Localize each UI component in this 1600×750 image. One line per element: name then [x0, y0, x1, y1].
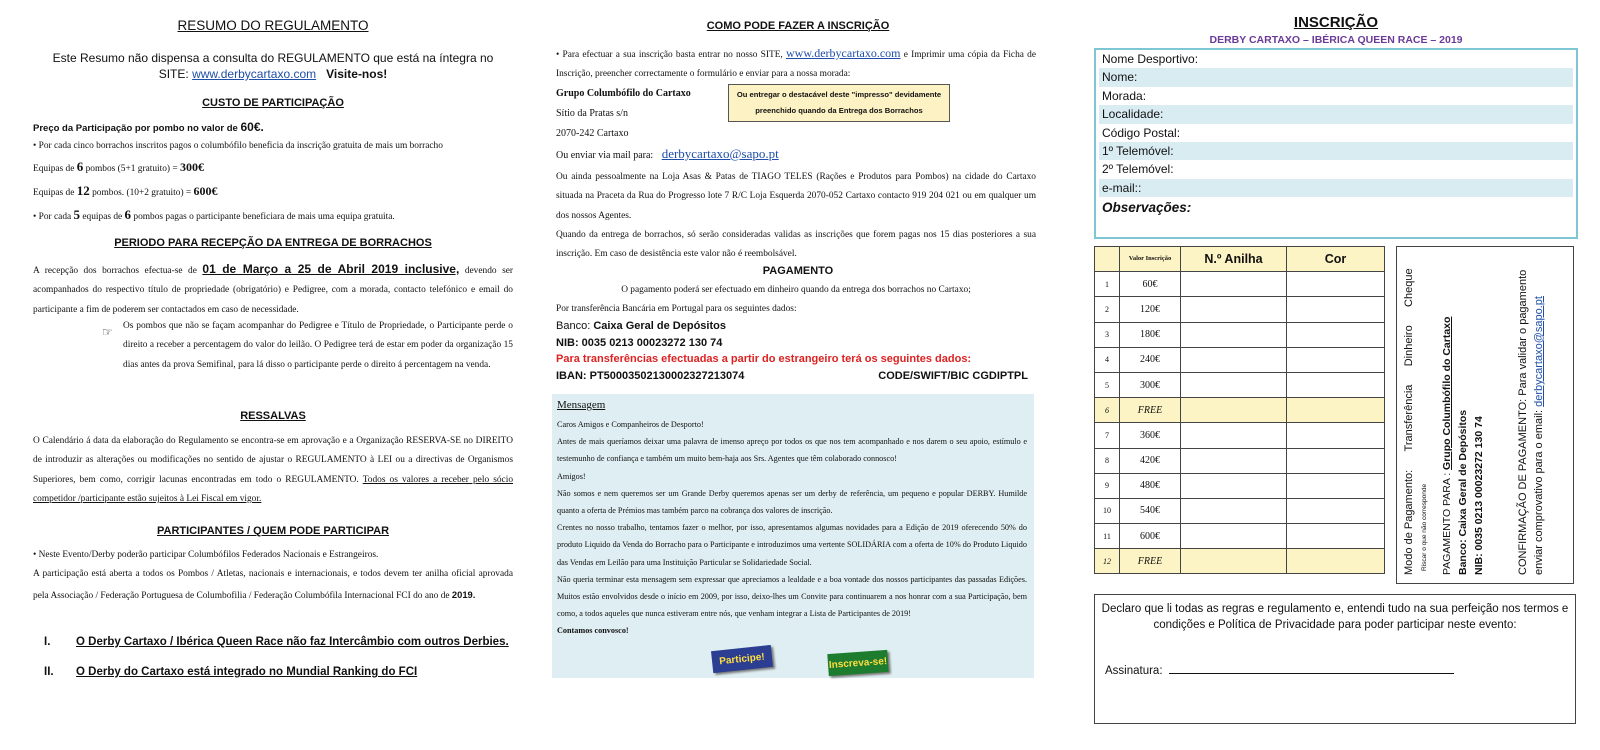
table-row: [1095, 322, 1385, 347]
pay-bank-line: Banco: Caixa Geral de Depósitos: [1457, 409, 1469, 575]
row-ring-cell[interactable]: [1181, 322, 1287, 347]
pigeon-table: [1094, 246, 1385, 574]
row-color-cell[interactable]: [1287, 423, 1385, 448]
participants-text: [33, 546, 513, 606]
message-panel: [552, 394, 1034, 678]
address-street: Sítio da Pratas s/n: [556, 108, 628, 119]
disclaimers-text: [33, 432, 513, 509]
period-post: devendo ser acompanhados do respectivo título de propriedade (obrigatório) e Pedigree, com a morada, contacto telefónico e email do participante a fim de poderem ser contactados em caso de necessidade.: [33, 266, 514, 315]
pay-nib-line: NIB: 0035 0213 00023272 130 74: [1473, 416, 1485, 575]
team12-value: 600€: [193, 184, 218, 198]
row-value: 60€: [1120, 272, 1181, 297]
price-value: 60€.: [240, 120, 264, 134]
iban: IBAN: PT50003502130002327213074: [556, 369, 745, 382]
delivery-period-heading: PERIODO PARA RECEPÇÃO DA ENTREGA DE BORRACHOS: [114, 237, 432, 249]
bank-label: Banco:: [556, 320, 591, 332]
row-value: FREE: [1120, 549, 1181, 574]
team-12-line: [33, 180, 513, 204]
row-number: 12: [1095, 549, 1120, 574]
message-paragraph: Não queria terminar esta mensagem sem expressar que apreciamos a lealdade e a boa vontade dos nossos participantes das passadas Edições. Muitos estão envolvidos desde o início em 2009, por isso, deixo-lhes um Convite para continuarem a nos honrar com a sua Participação, bem como, a todos aqueles que nunca estiveram entre nós, que venham integrar a Lista de Participantes de 2019!: [557, 574, 1027, 619]
row-color-cell[interactable]: [1287, 398, 1385, 423]
row-value: 180€: [1120, 322, 1181, 347]
summary-title: RESUMO DO REGULAMENTO: [177, 18, 369, 33]
header-color: Cor: [1287, 247, 1385, 272]
row-color-cell[interactable]: [1287, 524, 1385, 549]
rule-text: O Derby Cartaxo / Ibérica Queen Race não faz Intercâmbio com outros Derbies.: [76, 636, 509, 648]
table-row: [1095, 372, 1385, 397]
foreign-transfer-note: Para transferências efectuadas a partir do estrangeiro terá os seguintes dados:: [556, 353, 972, 365]
address-name: Grupo Columbófilo do Cartaxo: [556, 88, 691, 99]
cost-heading: CUSTO DE PARTICIPAÇÃO: [202, 97, 344, 109]
table-header: [1095, 247, 1385, 272]
table-row: [1095, 498, 1385, 523]
row-ring-cell[interactable]: [1181, 297, 1287, 322]
rule-text: O Derby do Cartaxo está integrado no Mundial Ranking do FCI: [76, 666, 418, 678]
delivery-note-text: Ou entregar o destacável deste "impresso" devidamente preenchido quando da Entrega dos Borrachos: [736, 90, 942, 115]
row-ring-cell[interactable]: [1181, 498, 1287, 523]
bullet2-post: pombos pagas o participante beneficiara de mais uma equipa gratuita.: [133, 212, 395, 222]
row-ring-cell[interactable]: [1181, 347, 1287, 372]
row-number: 11: [1095, 524, 1120, 549]
row-color-cell[interactable]: [1287, 372, 1385, 397]
pointing-hand-icon: ☞: [102, 325, 113, 339]
declaration-box: [1094, 594, 1576, 724]
participants-year: 2019.: [451, 588, 476, 600]
row-value: 120€: [1120, 297, 1181, 322]
row-value: 480€: [1120, 473, 1181, 498]
row-number: 10: [1095, 498, 1120, 523]
row-value: 420€: [1120, 448, 1181, 473]
message-body: [557, 416, 1027, 640]
row-number: 6: [1095, 398, 1120, 423]
bank-details: [556, 318, 1036, 384]
table-row: [1095, 398, 1385, 423]
pedigree-note: Os pombos que não se façam acompanhar do Pedigree e Título de Propriedade, o Participante perde o direito a receber a percentagem do valor do leilão. O Pedigree terá de estar em poder da organização 15 dias antes da prova Semifinal, para lá disso o participante perde o direito á percentagem na venda.: [123, 321, 513, 370]
register-instructions: [556, 44, 1036, 85]
price-label: Preço da Participação por pombo no valor de: [33, 123, 238, 134]
rule-item-1: [44, 636, 509, 648]
bullet2-mid: equipas de: [82, 212, 123, 222]
payment-box: [1396, 246, 1574, 584]
row-value: 360€: [1120, 423, 1181, 448]
payment-text: [556, 281, 1036, 320]
store-text: Ou ainda pessoalmente na Loja Asas & Patas de TIAGO TELES (Rações e Produtos para Pombos) na cidade do Cartaxo situada na Praceta da Rua do Progresso lote 7 R/C Loja Esquerda 2070-052 Cartaxo contacto 919 204 021 ou em qualquer um dos nossos Agentes.: [556, 172, 1036, 221]
team12-pre: Equipas de: [33, 188, 75, 198]
row-ring-cell[interactable]: [1181, 398, 1287, 423]
participants-heading: PARTICIPANTES / QUEM PODE PARTICIPAR: [156, 525, 390, 537]
row-ring-cell[interactable]: [1181, 423, 1287, 448]
row-color-cell[interactable]: [1287, 347, 1385, 372]
header-ring: N.º Anilha: [1181, 247, 1287, 272]
table-row: [1095, 297, 1385, 322]
cost-bullet-1: • Por cada cinco borrachos inscritos pagos o columbófilo beneficia da inscrição gratuita de mais um borracho: [33, 141, 443, 151]
row-color-cell[interactable]: [1287, 297, 1385, 322]
row-color-cell[interactable]: [1287, 448, 1385, 473]
swift-code: CODE/SWIFT/BIC CGDIPTPL: [878, 369, 1028, 382]
field-address[interactable]: Morada:: [1102, 88, 1147, 103]
registration-title: INSCRIÇÃO: [1293, 14, 1379, 31]
payment-cash: O pagamento poderá ser efectuado em dinheiro quando da entrega dos borrachos no Cartaxo;: [621, 285, 971, 295]
delivery-period-text: [33, 260, 513, 320]
disclaimers-body: O Calendário á data da elaboração do Regulamento se encontra-se em aprovação e a Organização RESERVA-SE no DIREITO de introduzir as alterações ou modificações no sentido de ajustar o REGULAMENTO à LEI ou a directivas de Organismos Superiores, bem como, corrigir lacunas encontradas em todo o REGULAMENTO.: [33, 436, 513, 485]
payment-heading: PAGAMENTO: [762, 265, 834, 277]
message-title: Mensagem: [557, 399, 606, 411]
site-link[interactable]: www.derbycartaxo.com: [192, 67, 317, 81]
team6-pre: Equipas de: [33, 164, 75, 174]
field-postal-code[interactable]: Código Postal:: [1102, 125, 1181, 140]
pay-to-line: [1441, 317, 1453, 575]
field-mobile-2[interactable]: 2º Telemóvel:: [1102, 162, 1174, 177]
field-email[interactable]: e-mail::: [1099, 179, 1573, 197]
table-row: [1095, 423, 1385, 448]
field-locality[interactable]: Localidade:: [1099, 105, 1573, 123]
email-link[interactable]: derbycartaxo@sapo.pt: [661, 146, 779, 161]
table-row: [1095, 524, 1385, 549]
registration-subtitle: DERBY CARTAXO – IBÉRICA QUEEN RACE – 2019: [1209, 34, 1463, 46]
intro-text: Este Resumo não dispensa a consulta do REGULAMENTO que está na íntegra no: [52, 51, 494, 65]
field-sport-name[interactable]: Nome Desportivo:: [1102, 52, 1199, 66]
row-color-cell[interactable]: [1287, 498, 1385, 523]
row-number: 3: [1095, 322, 1120, 347]
row-value: 600€: [1120, 524, 1181, 549]
row-number: 7: [1095, 423, 1120, 448]
visit-us-text: Visite-nos!: [326, 67, 388, 81]
table-row: [1095, 473, 1385, 498]
row-number: 8: [1095, 448, 1120, 473]
message-paragraph: Não somos e nem queremos ser um Grande Derby queremos apenas ser um derby de referência, um pequeno e popular DERBY. Humilde quanto a oferta de Prémios mas também parco na cobrança dos valores de inscrição.: [557, 488, 1027, 516]
header-empty: [1095, 247, 1120, 272]
period-pre: A recepção dos borrachos efectua-se de: [33, 266, 197, 276]
participant-form: [1094, 48, 1578, 239]
payment-transfer: Por transferência Bancária em Portugal para os seguintes dados:: [556, 304, 797, 315]
signature-line[interactable]: [1169, 673, 1454, 674]
price-line: [33, 116, 513, 140]
confirmation-line-1: CONFIRMAÇÃO DE PAGAMENTO: Para validar o pagamento: [1517, 269, 1529, 575]
declaration-text: Declaro que li todas as regras e regulamento e, entendi tudo na sua perfeição nos termos e condições e Política de Privacidade para poder participar neste evento:: [1101, 603, 1569, 631]
pay-to-name: Grupo Columbófilo do Cartaxo: [1441, 316, 1453, 470]
field-observations[interactable]: Observações:: [1102, 200, 1192, 215]
field-mobile-1[interactable]: 1º Telemóvel:: [1099, 142, 1573, 160]
store-and-deadline-text: [556, 168, 1036, 264]
row-value: 240€: [1120, 347, 1181, 372]
confirmation-line-2: [1533, 296, 1545, 575]
instructions-pre: • Para efectuar a sua inscrição basta entrar no nosso SITE,: [556, 50, 783, 60]
header-value: Valor Inscrição: [1120, 247, 1181, 272]
row-color-cell[interactable]: [1287, 322, 1385, 347]
bullet2-pre: • Por cada: [33, 212, 72, 222]
row-number: 5: [1095, 372, 1120, 397]
email-label: Ou enviar via mail para:: [556, 150, 654, 161]
confirmation-email-link[interactable]: derbycartaxo@sapo.pt: [1533, 296, 1545, 407]
row-number: 9: [1095, 473, 1120, 498]
delivery-note-box: [728, 84, 950, 122]
summary-intro: [30, 50, 516, 82]
row-color-cell[interactable]: [1287, 549, 1385, 574]
row-value: FREE: [1120, 398, 1181, 423]
cost-section: [33, 116, 513, 228]
signature-label: Assinatura:: [1105, 665, 1163, 677]
rule-item-2: [44, 666, 417, 678]
payment-mode-note: Riscar o que não corresponde: [1421, 483, 1428, 571]
row-color-cell[interactable]: [1287, 473, 1385, 498]
row-number: 4: [1095, 347, 1120, 372]
table-row: [1095, 549, 1385, 574]
team6-count: 6: [76, 159, 84, 174]
message-greeting: Caros Amigos e Companheiros de Desporto!: [557, 420, 704, 429]
nib-line: NIB: 0035 0213 00023272 130 74: [556, 336, 723, 349]
site-link[interactable]: www.derbycartaxo.com: [786, 46, 901, 60]
confirmation-text: enviar comprovativo para o email:: [1533, 409, 1545, 575]
row-ring-cell[interactable]: [1181, 473, 1287, 498]
row-value: 300€: [1120, 372, 1181, 397]
bullet2-n1: 5: [73, 207, 81, 222]
deadline-text: Quando da entrega de borrachos, só serão consideradas validas as inscrições que forem pagas nos 15 dias posteriores a sua inscrição. Em caso de desistência este valor não é reembolsável.: [556, 229, 1036, 260]
bullet2-n2: 6: [124, 207, 132, 222]
participants-body: A participação está aberta a todos os Pombos / Atletas, nacionais e internacionais, e todos devem ter anilha oficial aprovada pela Associação / Federação Portuguesa de Columbofilia / Federação Columbófila Internacional FCI do ano de: [33, 569, 513, 601]
signature-row: [1105, 665, 1454, 677]
team-6-line: [33, 156, 513, 180]
payment-option-cash[interactable]: Dinheiro: [1403, 325, 1415, 367]
team12-count: 12: [76, 183, 90, 198]
cost-bullet-2: [33, 204, 513, 228]
instructions-post: e Imprimir uma cópia da Ficha de Inscrição, preencher correctamente o formulário e enviar para a nossa morada:: [556, 50, 1037, 80]
participate-button[interactable]: Participe!: [711, 645, 773, 673]
row-color-cell[interactable]: [1287, 272, 1385, 297]
email-row: [556, 146, 779, 162]
row-number: 2: [1095, 297, 1120, 322]
iban-line: [556, 368, 1036, 385]
disclaimers-tax-note: Todos os valores a receber pelo sócio competidor /participante estão sujeitos à Lei Fiscal em vigor.: [33, 474, 514, 504]
how-to-register-heading: COMO PODE FAZER A INSCRIÇÃO: [706, 20, 890, 32]
field-name[interactable]: Nome:: [1099, 68, 1573, 86]
row-ring-cell[interactable]: [1181, 448, 1287, 473]
participants-bullet: • Neste Evento/Derby poderão participar Columbófilos Federados Nacionais e Estrangeiros.: [33, 550, 379, 560]
team6-mid: pombos (5+1 gratuito) =: [85, 164, 178, 174]
row-ring-cell[interactable]: [1181, 272, 1287, 297]
row-number: 1: [1095, 272, 1120, 297]
table-row: [1095, 448, 1385, 473]
rule-number: II.: [44, 666, 54, 678]
address-city: 2070-242 Cartaxo: [556, 128, 629, 139]
payment-option-transfer[interactable]: Transferência: [1403, 384, 1415, 452]
row-ring-cell[interactable]: [1181, 372, 1287, 397]
bank-name: Caixa Geral de Depósitos: [593, 320, 726, 332]
intro-site-label: SITE:: [158, 67, 189, 81]
table-row: [1095, 347, 1385, 372]
payment-mode-label: Modo de Pagamento:: [1403, 469, 1415, 575]
payment-mode-line: [1403, 268, 1415, 575]
pay-to-label: PAGAMENTO PARA :: [1441, 472, 1453, 575]
row-ring-cell[interactable]: [1181, 524, 1287, 549]
message-paragraph: Crentes no nosso trabalho, tentamos fazer o melhor, por isso, apresentamos algumas novidades para a Edição de 2019 oferecendo 50% do produto Liquido da Venda do Borracho para o Participante e introduzimos uma vertente SOLIDÁRIA com a oferta de 10% do Produto Liquido das Vendas em Leilão para uma Instituição Particular se Solidariedade Social.: [557, 523, 1027, 567]
row-ring-cell[interactable]: [1181, 549, 1287, 574]
payment-option-cheque[interactable]: Cheque: [1403, 268, 1415, 307]
message-signoff: Contamos convosco!: [557, 626, 629, 636]
disclaimers-heading: RESSALVAS: [240, 410, 306, 422]
row-value: 540€: [1120, 498, 1181, 523]
team6-value: 300€: [180, 160, 205, 174]
table-row: [1095, 272, 1385, 297]
team12-mid: pombos. (10+2 gratuito) =: [92, 188, 192, 198]
register-button[interactable]: Inscreva-se!: [827, 650, 888, 676]
message-paragraph: Antes de mais queríamos deixar uma palavra de imenso apreço por todos os que nos tem acompanhado e nos darem o seu apoio, estímulo e testemunho de confiança e também um muito bem-haja aos Srs. Agentes que têm colaborado connosco!: [557, 437, 1027, 464]
rule-number: I.: [44, 636, 51, 648]
message-paragraph: Amigos!: [557, 471, 586, 481]
period-dates: 01 de Março a 25 de Abril 2019 inclusive,: [202, 262, 460, 276]
postal-address: [556, 84, 691, 144]
bank-line: [556, 318, 1036, 335]
